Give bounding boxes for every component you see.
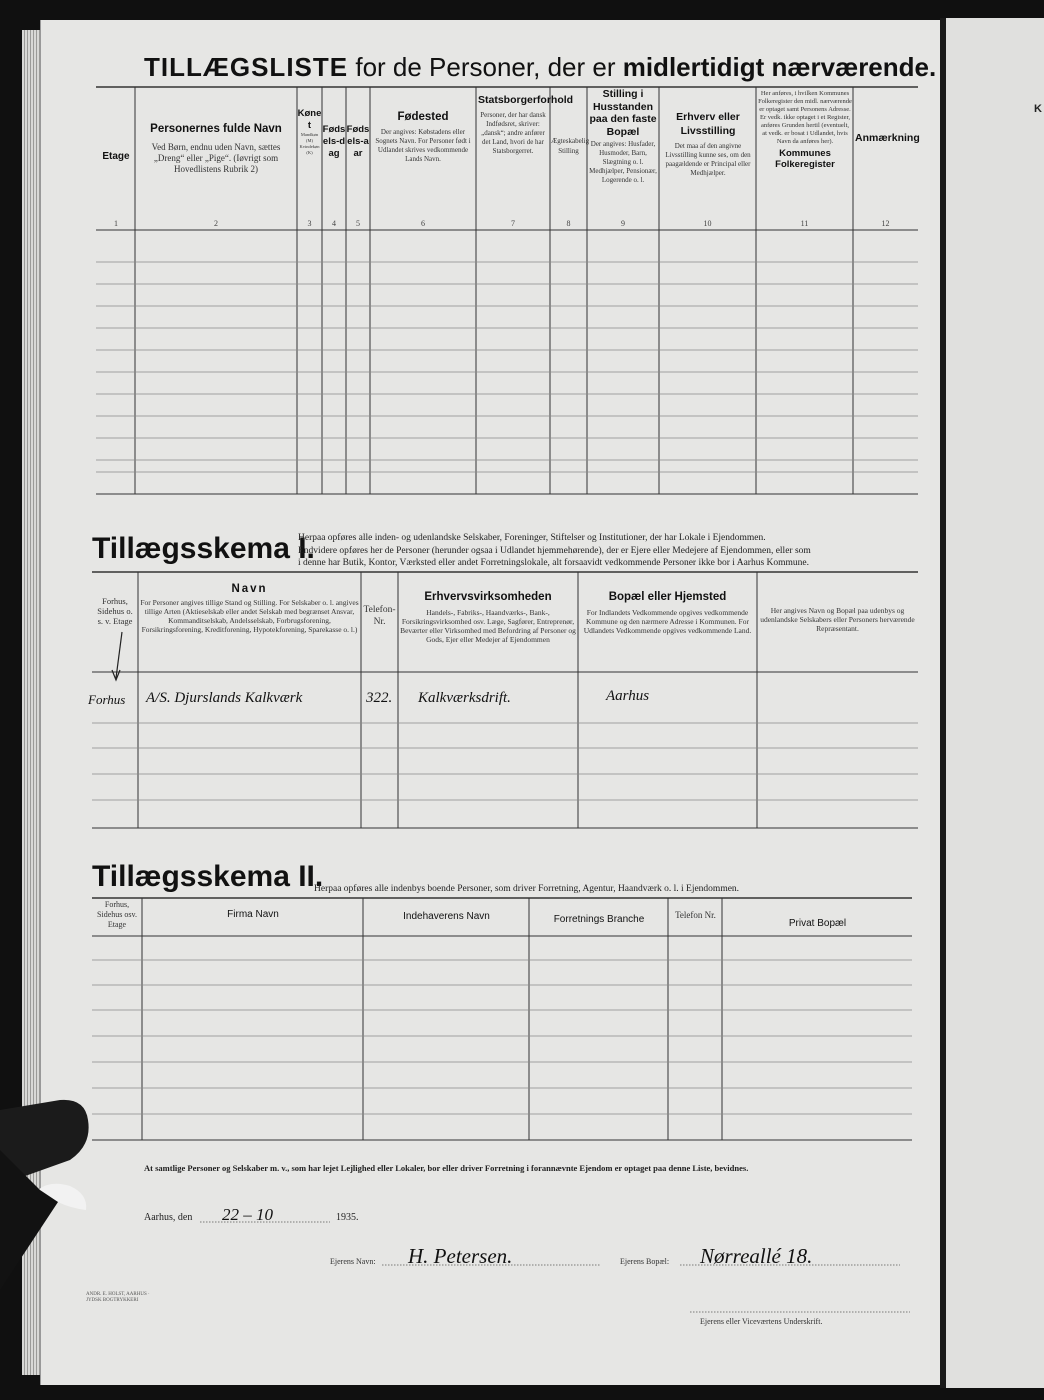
facing-page-text: K (1034, 103, 1042, 115)
col-number: 8 (566, 219, 571, 228)
col-number: 9 (621, 219, 625, 228)
col-household-header: Stilling i Husstanden paa den faste Bopæl Der angives: Husfader, Husmoder, Barn, Slægtning o. l. Medhjælper, Pensionær, Logerende o. l. (589, 88, 657, 184)
s1-col-representative-header: Her angives Navn og Bopæl paa udenbys og udenlandske Selskabers eller Personers herværende Repræsentant. (760, 606, 915, 633)
s1-col-residence-header: Bopæl eller Hjemsted For Indlandets Vedkommende opgives vedkommende Kommune og den nærmere Adresse i Kommunen. For Udlandets Vedkommende opgives vedkommende Land. (583, 591, 752, 635)
title-end: midlertidigt nærværende. (622, 52, 937, 82)
col-number: 1 (114, 219, 118, 228)
entry-business: Kalkværksdrift. (418, 690, 511, 706)
col-etage-header: Etage (102, 151, 130, 162)
col-number: 4 (332, 219, 336, 228)
s2-col-etage-header: Forhus, Sidehus osv. Etage (97, 900, 137, 929)
entry-residence: Aarhus (606, 688, 650, 704)
col-gender-header: Kønet Mandkøn (M) Kvindekøn (K) (297, 108, 322, 155)
entry-company-name: A/S. Djurslands Kalkværk (146, 690, 303, 706)
date-label: Aarhus, den (144, 1212, 193, 1223)
s2-col-private-header: Privat Bopæl (788, 918, 847, 929)
bookmark-tab-icon (0, 1090, 95, 1290)
skema2-intro: Herpaa opføres alle indenbys boende Personer, som driver Forretning, Agentur, Haandværk o. l. i Ejendommen. (314, 884, 740, 894)
owner-name-signature: H. Petersen. (408, 1244, 513, 1268)
s1-col-etage-header: Forhus, Sidehus o. s. v. Etage (97, 596, 133, 626)
col-remarks-header: Anmærkning (855, 132, 920, 144)
col-marital-header: Ægteskabelig Stilling (551, 137, 590, 155)
declaration-text: At samtlige Personer og Selskaber m. v., som har lejet Lejlighed eller Lokaler, bor eller driver Forretning i forannævnte Ejendom er optaget paa denne Liste, bevidnes. (144, 1163, 749, 1173)
col-birthplace-header: Fødested Der angives: Købstadens eller Sognets Navn. For Personer født i Udlandet skrives vedkommende Lands Navn. (375, 111, 471, 163)
s2-col-firm-header: Firma Navn (227, 909, 279, 920)
page-title (144, 52, 937, 83)
owner-address-signature: Nørreallé 18. (700, 1244, 813, 1268)
printer-imprint: ANDR. E. HOLST, AARHUS · JYDSK BOGTRYKKERI (86, 1292, 150, 1303)
s1-col-phone-header: Telefon-Nr. (363, 605, 396, 627)
s2-col-branch-header: Forretnings Branche (553, 914, 645, 925)
s2-col-owner-header: Indehaverens Navn (403, 911, 490, 922)
col-number: 3 (307, 219, 312, 228)
col-name-header: Personernes fulde Navn Ved Børn, endnu uden Navn, sættes „Dreng“ eller „Pige“. (Iøvrigt som Hovedlistens Rubrik 2) (150, 123, 282, 174)
title-main: TILLÆGSLISTE (144, 52, 349, 82)
owner-name-label: Ejerens Navn: (330, 1257, 376, 1266)
title-middle: for de Personer, der er (355, 52, 616, 82)
col-occupation-header: Erhverv eller Livsstilling Det maa af den angivne Livsstilling kunne ses, om den paagældende er Principal eller Medhjælper. (665, 111, 751, 177)
col-number: 10 (703, 219, 712, 228)
col-number: 7 (511, 219, 515, 228)
col-birthday-header: Fødsels-dag (322, 124, 346, 159)
s2-col-phone-header: Telefon Nr. (675, 910, 716, 920)
col-number: 2 (214, 219, 218, 228)
col-register-header: Her anføres, i hvilken Kommunes Folkeregister den midl. nærværende er optaget samt Personens Adresse. Er vedk. ikke optaget i et Register, anføres Grunden hertil (eventuelt, at vedk. er bosat i Udlandet, hvis Navn da anføres her). Kommunes Folkeregister (758, 90, 852, 170)
col-citizenship-header: Statsborgerforhold Personer, der har dansk Indfødsret, skriver: „dansk“; andre anfører det Land, hvori de har Statsborgerret. (478, 94, 574, 155)
col-number: 11 (800, 219, 809, 228)
skema1-title: Tillægsskema I. (92, 532, 315, 565)
entry-phone: 322. (366, 690, 393, 706)
year-label: 1935. (336, 1212, 359, 1223)
skema1-intro: Herpaa opføres alle inden- og udenlandske Selskaber, Foreninger, Stiftelser og Institutioner, der har Lokale i Ejendommen. Endvidere opføres her de Personer (herunder ogsaa i Udlandet hjemmehørende), der er Ejere eller Medejere af Ejendommen, eller som i denne har Butik, Kontor, Værksted eller andet Forretningslokale, alt forsaavidt vedkommende Personer ikke bor i Aarhus Kommune. (298, 533, 811, 568)
s1-col-name-header: Navn For Personer angives tillige Stand og Stilling. For Selskaber o. l. angives tillige Arten (Aktieselskab eller andet Selskab med begrænset Ansvar, Kommanditselskab, Andelsselskab, Forbrugsforening, Forsikringsforening, Kreditforening, Hypotekforening, Sparekasse o. l.) (140, 583, 359, 634)
col-number: 6 (421, 219, 425, 228)
s1-col-business-header: Erhvervsvirksomheden Handels-, Fabriks-, Haandværks-, Bank-, Forsikringsvirksomhed osv. Læge, Sagfører, Entreprenør, Beværter eller Virksomhed med Befordring af Personer og Gods, Ejer eller Medejer af Ejendommen (400, 591, 576, 644)
skema2-title: Tillægsskema II. (92, 860, 324, 893)
col-number: 12 (881, 219, 890, 228)
signature-label: Ejerens eller Viceværtens Underskrift. (700, 1317, 823, 1326)
owner-address-label: Ejerens Bopæl: (620, 1257, 670, 1266)
entry-etage: Forhus (88, 692, 126, 707)
col-number: 5 (356, 219, 360, 228)
col-birthyear-header: Fødsels-aar (346, 124, 370, 159)
date-handwritten: 22 – 10 (222, 1205, 273, 1224)
